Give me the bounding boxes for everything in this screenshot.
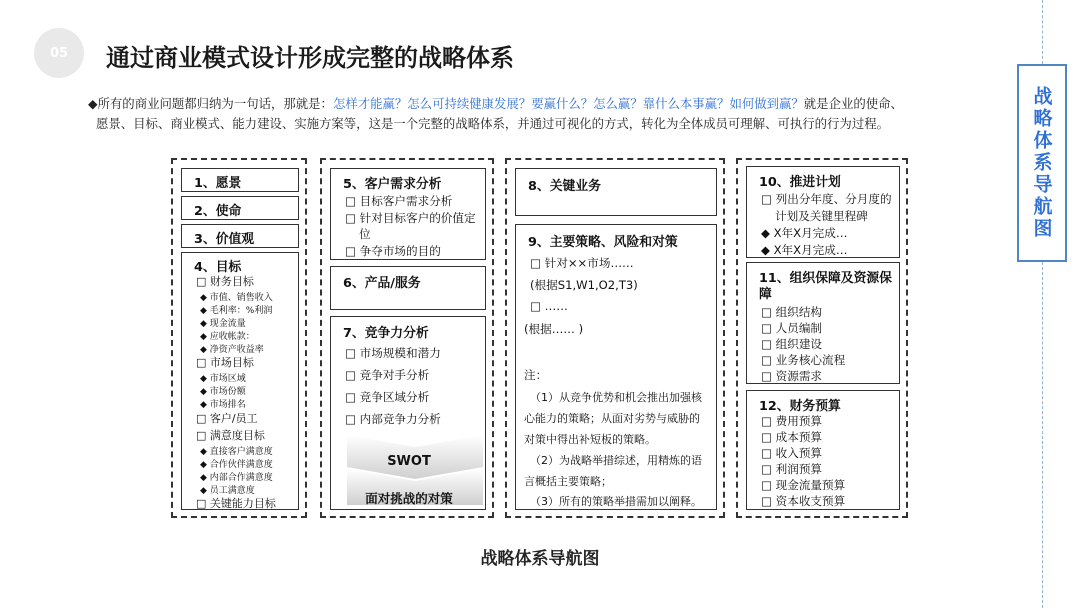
intro-paragraph — [88, 94, 988, 134]
strategy-item: □ 针对××市场…… — [530, 256, 634, 270]
fin-item: □ 资本收支预算 — [761, 494, 846, 508]
box-org-support-title-2: 障 — [759, 287, 772, 302]
goals-item: ◆ 市场份额 — [200, 387, 246, 397]
goals-item: ◆ 应收帐款： — [200, 332, 255, 342]
org-item: □ 业务核心流程 — [761, 353, 846, 367]
box-product-service-title: 6、产品/服务 — [343, 276, 421, 291]
strategy-item: (根据S1,W1,O2,T3) — [530, 278, 638, 292]
goals-item: ◆ 市值、销售收入 — [200, 293, 273, 303]
box-strategy-title: 9、主要策略、风险和对策 — [528, 235, 678, 250]
box-product-service — [330, 266, 486, 310]
box-key-business — [515, 168, 717, 216]
comp-item: □ 竞争区域分析 — [345, 390, 430, 404]
goals-item: ◆ 现金流量 — [200, 319, 246, 329]
box-competitiveness — [330, 316, 486, 510]
note-item: 心能力的策略；从面对劣势与威胁的 — [524, 412, 700, 425]
box-customer-needs-title: 5、客户需求分析 — [343, 177, 442, 192]
diagram-caption: 战略体系导航图 — [480, 549, 600, 569]
plan-item: ◆ X年X月完成… — [761, 243, 848, 257]
goals-item: □ 客户/员工 — [196, 412, 258, 425]
box-plan — [746, 166, 900, 258]
box-org-support — [746, 262, 900, 384]
goals-item: ◆ 内部合作满意度 — [200, 473, 273, 483]
box-plan-title: 10、推进计划 — [759, 175, 841, 190]
note-item: （3）所有的策略举措需加以阐释。 — [530, 495, 702, 508]
goals-item: □ 满意度目标 — [196, 429, 265, 442]
box-vision-title: 1、愿景 — [194, 176, 242, 191]
org-item: □ 组织结构 — [761, 305, 823, 319]
intro-prefix: ◆所有的商业问题都归纳为一句话，那就是： — [88, 96, 333, 111]
comp-item: □ 竞争对手分析 — [345, 368, 430, 382]
swot-label: SWOT — [387, 454, 431, 469]
side-nav-box — [1017, 64, 1067, 262]
column-strategy — [505, 158, 725, 518]
box-financial-budget-title: 12、财务预算 — [759, 399, 841, 414]
box-values — [181, 224, 299, 248]
org-item: □ 组织建设 — [761, 337, 823, 351]
box-vision — [181, 168, 299, 192]
needs-item: 位 — [359, 227, 371, 241]
column-analysis — [320, 158, 494, 518]
box-goals-title: 4、目标 — [194, 260, 242, 275]
needs-item: □ 争夺市场的目的 — [345, 244, 441, 258]
intro-line-1 — [88, 94, 988, 114]
box-mission-title: 2、使命 — [194, 204, 242, 219]
intro-highlight: 怎样才能赢？怎么可持续健康发展？要赢什么？怎么赢？靠什么本事赢？如何做到赢？ — [332, 96, 804, 111]
side-nav-label: 战略体系导航图 — [1030, 86, 1053, 240]
fin-item: □ 现金流量预算 — [761, 478, 846, 492]
org-item: □ 人员编制 — [761, 321, 823, 335]
goals-item: ◆ 员工满意度 — [200, 486, 255, 496]
side-dashed-line-top — [1042, 0, 1043, 64]
box-key-business-title: 8、关键业务 — [528, 179, 601, 194]
fin-item: □ 收入预算 — [761, 446, 823, 460]
goals-item: □ 关键能力目标 — [196, 497, 276, 510]
box-goals — [181, 252, 299, 510]
comp-item: □ 内部竞争力分析 — [345, 412, 441, 426]
fin-item: □ 费用预算 — [761, 414, 823, 428]
goals-item: ◆ 合作伙伴满意度 — [200, 460, 273, 470]
strategy-item: (根据…… ) — [524, 322, 584, 336]
fin-item: □ 成本预算 — [761, 430, 823, 444]
note-title: 注： — [524, 368, 548, 382]
plan-item: 计划及关键里程碑 — [775, 209, 868, 223]
plan-item: ◆ X年X月完成… — [761, 226, 848, 240]
org-item: □ 资源需求 — [761, 369, 823, 383]
box-values-title: 3、价值观 — [194, 232, 255, 247]
plan-item: □ 列出分年度、分月度的 — [761, 192, 892, 206]
goals-item: ◆ 市场排名 — [200, 400, 246, 410]
note-item: （2）为战略举措综述，用精炼的语 — [530, 454, 702, 467]
note-item: 对策中得出补短板的策略。 — [524, 433, 656, 446]
note-item: 言概括主要策略； — [524, 475, 612, 488]
intro-line-2: 愿景、目标、商业模式、能力建设、实施方案等，这是一个完整的战略体系，并通过可视化的方式，转化为全体成员可理解、可执行的行为过程。 — [96, 116, 889, 131]
strategy-item: □ …… — [530, 299, 568, 313]
box-competitiveness-title: 7、竞争力分析 — [343, 326, 429, 341]
needs-item: □ 针对目标客户的价值定 — [345, 211, 476, 225]
intro-suffix: 就是企业的使命、 — [803, 96, 903, 111]
needs-item: □ 目标客户需求分析 — [345, 194, 453, 208]
goals-item: ◆ 净资产收益率 — [200, 345, 264, 355]
goals-item: ◆ 市场区域 — [200, 374, 246, 384]
goals-item: ◆ 毛利率：%利润 — [200, 306, 273, 316]
note-item: （1）从竞争优势和机会推出加强核 — [530, 391, 702, 404]
comp-item: □ 市场规模和潜力 — [345, 346, 441, 360]
box-mission — [181, 196, 299, 220]
section-number-badge: 05 — [34, 28, 84, 78]
challenge-label: 面对挑战的对策 — [365, 491, 453, 506]
fin-item: □ 利润预算 — [761, 462, 823, 476]
column-execution — [736, 158, 908, 518]
box-customer-needs — [330, 168, 486, 260]
box-org-support-title: 11、组织保障及资源保 — [759, 271, 892, 286]
box-financial-budget — [746, 390, 900, 510]
page-title: 通过商业模式设计形成完整的战略体系 — [106, 44, 514, 72]
goals-item: □ 市场目标 — [196, 356, 254, 369]
goals-item: ◆ 直接客户满意度 — [200, 447, 273, 457]
goals-item: □ 财务目标 — [196, 275, 254, 288]
box-strategy — [515, 224, 717, 510]
column-goals — [171, 158, 307, 518]
